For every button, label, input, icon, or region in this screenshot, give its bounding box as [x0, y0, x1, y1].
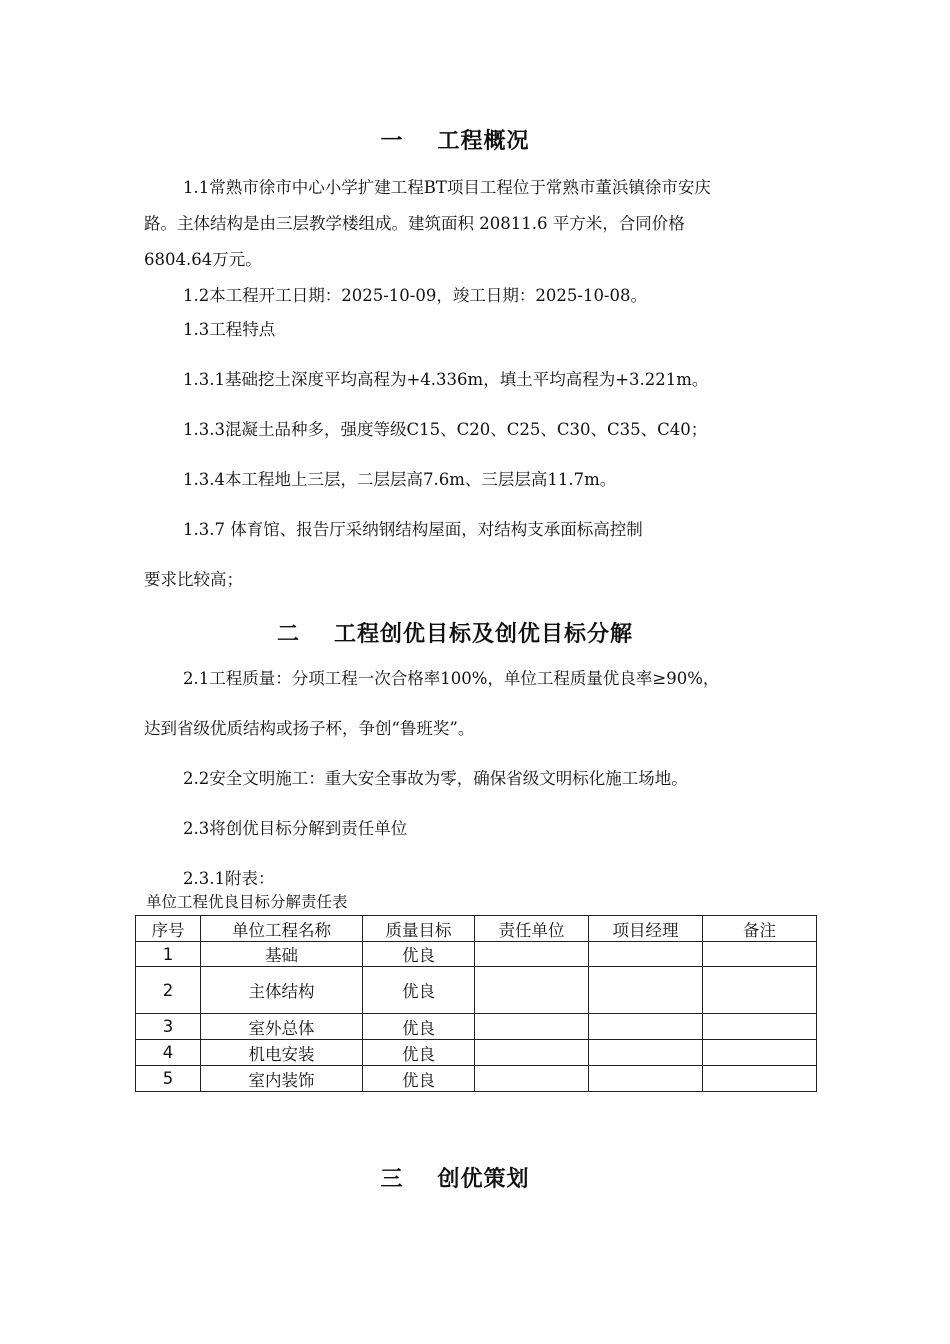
section-1-title: 工程概况: [437, 129, 530, 154]
table-row: [136, 967, 817, 1014]
table-row: [136, 942, 817, 967]
section-3-heading: [0, 1162, 910, 1193]
header-unit-name: 单位工程名称: [201, 916, 363, 942]
cell-responsible-unit: [475, 1040, 589, 1066]
section-3-number: 三: [380, 1167, 404, 1192]
cell-project-manager: [589, 1014, 703, 1040]
paragraph-1-3-7-line-2: 要求比较高；: [144, 570, 243, 589]
cell-quality-target: 优良: [363, 967, 475, 1014]
cell-remarks: [703, 1066, 817, 1092]
cell-remarks: [703, 942, 817, 967]
paragraph-1-3-4: 1.3.4本工程地上三层，二层层高7.6m、三层层高11.7m。: [183, 470, 617, 489]
cell-remarks: [703, 967, 817, 1014]
cell-project-manager: [589, 1066, 703, 1092]
header-index: 序号: [136, 916, 201, 942]
header-project-manager: 项目经理: [589, 916, 703, 942]
section-2-heading: [0, 617, 910, 648]
cell-unit-name: 室内装饰: [201, 1066, 363, 1092]
cell-unit-name: 主体结构: [201, 967, 363, 1014]
table-row: [136, 1040, 817, 1066]
paragraph-1-1-line-3: 6804.64万元。: [144, 250, 262, 269]
paragraph-1-3-1: 1.3.1基础挖土深度平均高程为+4.336m，填土平均高程为+3.221m。: [183, 370, 709, 389]
cell-remarks: [703, 1040, 817, 1066]
table-row: [136, 1014, 817, 1040]
section-1-number: 一: [380, 129, 404, 154]
cell-responsible-unit: [475, 1014, 589, 1040]
cell-index: 4: [136, 1040, 201, 1066]
paragraph-2-3: 2.3将创优目标分解到责任单位: [183, 819, 408, 838]
paragraph-1-3-3: 1.3.3混凝土品种多，强度等级C15、C20、C25、C30、C35、C40；: [183, 420, 708, 439]
cell-unit-name: 机电安装: [201, 1040, 363, 1066]
cell-project-manager: [589, 1040, 703, 1066]
paragraph-1-3-7-line-1: 1.3.7 体育馆、报告厅采纳钢结构屋面，对结构支承面标高控制: [183, 520, 643, 539]
paragraph-2-1-line-1: 2.1工程质量：分项工程一次合格率100%，单位工程质量优良率≥90%，: [183, 669, 720, 688]
paragraph-1-3: 1.3工程特点: [183, 320, 276, 339]
cell-project-manager: [589, 942, 703, 967]
cell-index: 3: [136, 1014, 201, 1040]
header-remarks: 备注: [703, 916, 817, 942]
paragraph-2-1-line-2: 达到省级优质结构或扬子杯，争创“鲁班奖”。: [144, 719, 475, 738]
section-3-title: 创优策划: [437, 1167, 530, 1192]
paragraph-1-1-line-2: 路。主体结构是由三层教学楼组成。建筑面积 20811.6 平方米，合同价格: [144, 214, 685, 233]
cell-index: 5: [136, 1066, 201, 1092]
cell-responsible-unit: [475, 967, 589, 1014]
cell-quality-target: 优良: [363, 1014, 475, 1040]
cell-project-manager: [589, 967, 703, 1014]
header-responsible-unit: 责任单位: [475, 916, 589, 942]
table-caption: 单位工程优良目标分解责任表: [146, 893, 348, 911]
section-2-title: 工程创优目标及创优目标分解: [334, 622, 634, 647]
cell-quality-target: 优良: [363, 942, 475, 967]
cell-unit-name: 基础: [201, 942, 363, 967]
cell-index: 1: [136, 942, 201, 967]
cell-responsible-unit: [475, 942, 589, 967]
cell-responsible-unit: [475, 1066, 589, 1092]
section-2-number: 二: [276, 622, 300, 647]
cell-index: 2: [136, 967, 201, 1014]
cell-quality-target: 优良: [363, 1040, 475, 1066]
paragraph-1-2: 1.2本工程开工日期：2025-10-09，竣工日期：2025-10-08。: [183, 286, 648, 305]
cell-remarks: [703, 1014, 817, 1040]
cell-quality-target: 优良: [363, 1066, 475, 1092]
paragraph-2-3-1: 2.3.1附表：: [183, 869, 275, 888]
header-quality-target: 质量目标: [363, 916, 475, 942]
section-1-heading: [0, 124, 910, 155]
cell-unit-name: 室外总体: [201, 1014, 363, 1040]
table-header-row: [136, 916, 817, 942]
paragraph-2-2: 2.2安全文明施工：重大安全事故为零，确保省级文明标化施工场地。: [183, 769, 688, 788]
responsibility-table: [135, 915, 817, 1092]
table-row: [136, 1066, 817, 1092]
paragraph-1-1-line-1: 1.1常熟市徐市中心小学扩建工程BT项目工程位于常熟市董浜镇徐市安庆: [183, 178, 711, 197]
